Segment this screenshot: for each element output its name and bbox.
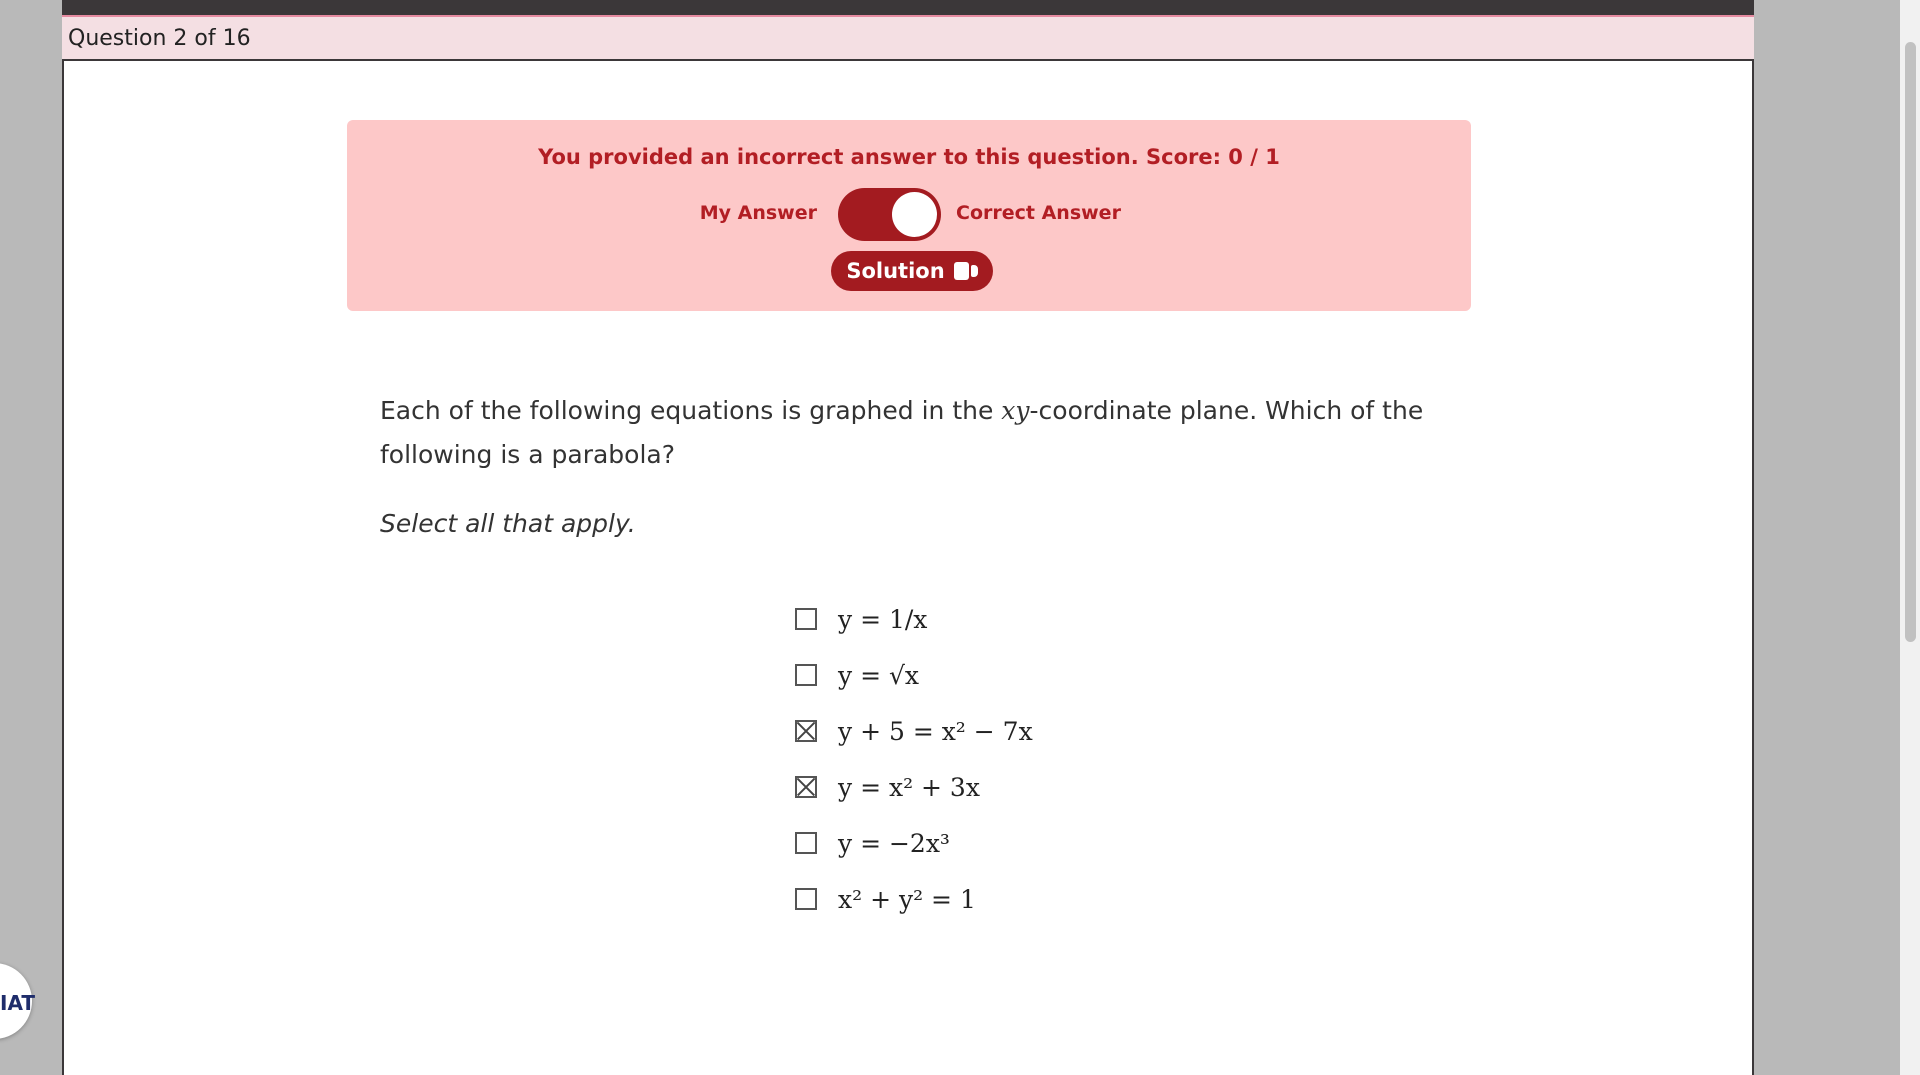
choice-checkbox[interactable] [795,776,817,798]
choice-checkbox[interactable] [795,832,817,854]
toggle-knob [892,192,937,237]
side-widget-label: IAT [0,991,36,1015]
question-panel [62,61,1754,1075]
feedback-banner [347,120,1471,311]
question-text-after: -coordinate plane. Which of the following is a parabola? [380,396,1424,469]
choice-checkbox[interactable] [795,888,817,910]
answer-choice[interactable] [795,591,1033,647]
choice-equation: y = 1/x [838,604,928,634]
choice-equation: x² + y² = 1 [838,884,976,914]
question-counter: Question 2 of 16 [68,26,251,51]
choice-checkbox[interactable] [795,608,817,630]
question-text-math: xy [1001,396,1030,425]
solution-button-label: Solution [846,259,945,283]
answer-choice[interactable] [795,815,1033,871]
video-camera-icon [954,262,978,280]
answer-choice[interactable] [795,703,1033,759]
answer-choices [795,591,1033,927]
top-bar [62,0,1754,17]
question-header [62,17,1754,61]
answer-toggle-switch[interactable] [838,188,941,241]
answer-choice[interactable] [795,871,1033,927]
question-text-before: Each of the following equations is graphed in the [380,396,1002,425]
answer-choice[interactable] [795,759,1033,815]
question-instruction: Select all that apply. [380,509,636,538]
my-answer-label[interactable]: My Answer [699,202,817,224]
choice-checkbox[interactable] [795,720,817,742]
choice-equation: y = x² + 3x [838,772,980,802]
choice-equation: y = √x [838,660,919,690]
choice-checkbox[interactable] [795,664,817,686]
solution-button[interactable] [831,251,993,291]
correct-answer-label[interactable]: Correct Answer [956,202,1121,224]
side-widget-button[interactable] [0,963,36,1039]
question-prompt [380,389,1500,477]
feedback-message: You provided an incorrect answer to this question. Score: 0 / 1 [538,145,1280,169]
choice-equation: y = −2x³ [838,828,950,858]
answer-toggle-row [347,186,1471,242]
scrollbar-thumb[interactable] [1905,42,1916,642]
choice-equation: y + 5 = x² − 7x [838,716,1033,746]
answer-choice[interactable] [795,647,1033,703]
scrollbar[interactable] [1900,0,1920,1075]
